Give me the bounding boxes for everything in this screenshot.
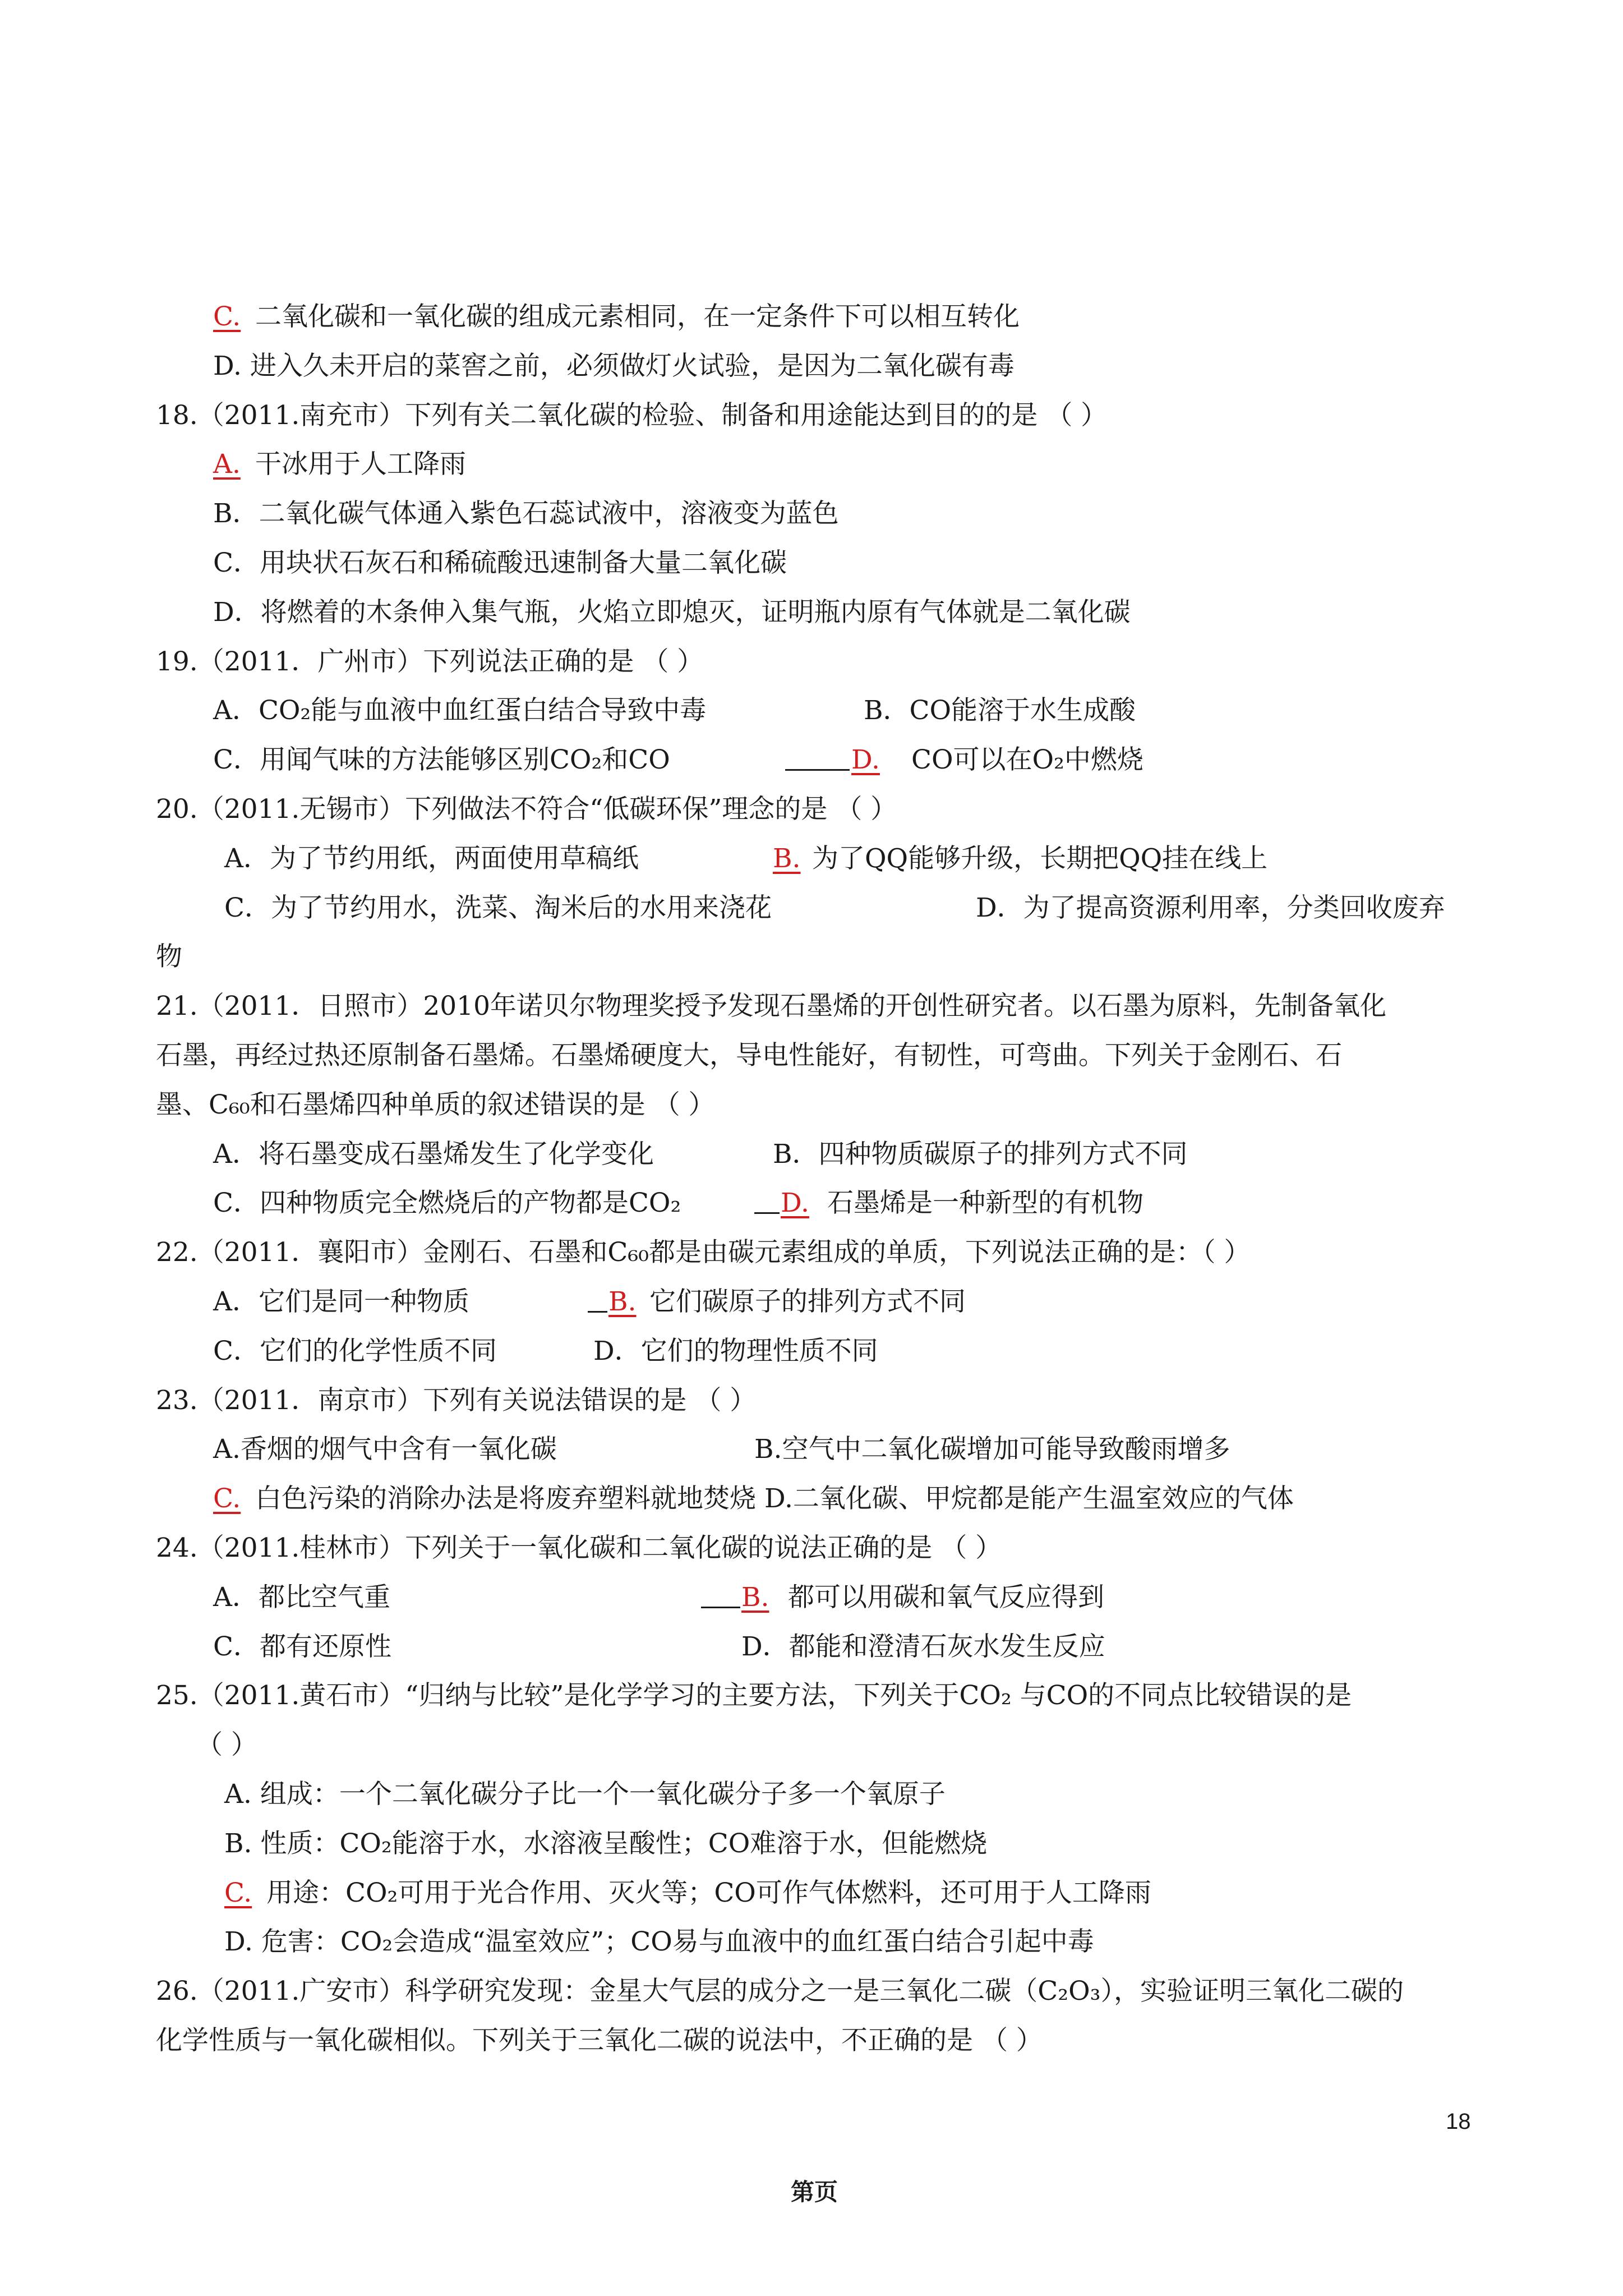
text-segment: CO可以在O₂中燃烧 xyxy=(911,744,1144,775)
text-segment: 用途：CO₂可用于光合作用、灭火等；CO可作气体燃料，还可用于人工降雨 xyxy=(266,1878,1151,1908)
text-segment: 26.（2011.广安市）科学研究发现：金星大气层的成分之一是三氧化二碳（C₂O₃），实验证明三氧化二碳的 xyxy=(156,1976,1404,2007)
text-segment: D. 进入久未开启的菜窖之前，必须做灯火试验，是因为二氧化碳有毒 xyxy=(213,351,1015,381)
marked-answer-option: C. xyxy=(224,1878,252,1908)
text-segment: 墨、C₆₀和石墨烯四种单质的叙述错误的是 （ ） xyxy=(156,1089,715,1120)
text-segment: D．它们的物理性质不同 xyxy=(593,1336,878,1366)
marked-answer-option: B. xyxy=(773,843,801,874)
marked-answer-option: B. xyxy=(608,1286,637,1317)
text-segment: A.香烟的烟气中含有一氧化碳 xyxy=(213,1434,557,1465)
marked-answer-option: A. xyxy=(213,449,241,480)
text-segment: D．将燃着的木条伸入集气瓶，火焰立即熄灭，证明瓶内原有气体就是二氧化碳 xyxy=(213,597,1131,628)
text-segment: A．为了节约用纸，两面使用草稿纸 xyxy=(224,843,639,874)
text-segment: D. 危害：CO₂会造成“温室效应”；CO易与血液中的血红蛋白结合引起中毒 xyxy=(224,1926,1094,1957)
answer-blank xyxy=(588,1285,607,1313)
text-segment: A．都比空气重 xyxy=(213,1582,390,1613)
text-segment: C．都有还原性 xyxy=(213,1631,391,1662)
text-segment: 物 xyxy=(156,941,182,972)
answer-blank xyxy=(754,1186,780,1214)
text-segment: A．它们是同一种物质 xyxy=(213,1286,469,1317)
text-segment: 19.（2011．广州市）下列说法正确的是 （ ） xyxy=(156,646,704,677)
text-segment: 23.（2011．南京市）下列有关说法错误的是 （ ） xyxy=(156,1385,757,1416)
text-segment: C．用块状石灰石和稀硫酸迅速制备大量二氧化碳 xyxy=(213,547,787,578)
text-segment: 白色污染的消除办法是将废弃塑料就地焚烧 D.二氧化碳、甲烷都是能产生温室效应的气体 xyxy=(255,1483,1294,1514)
text-segment: A．CO₂能与血液中血红蛋白结合导致中毒 xyxy=(213,695,707,726)
page-number: 18 xyxy=(1446,2109,1471,2134)
text-segment: 20.（2011.无锡市）下列做法不符合“低碳环保”理念的是 （ ） xyxy=(156,794,897,825)
text-segment: 为了QQ能够升级，长期把QQ挂在线上 xyxy=(812,843,1268,874)
marked-answer-option: C. xyxy=(213,1483,241,1514)
text-segment: 18.（2011.南充市）下列有关二氧化碳的检验、制备和用途能达到目的的是 （ ） xyxy=(156,400,1108,431)
text-segment: 都可以用碳和氧气反应得到 xyxy=(788,1582,1104,1613)
text-segment: 二氧化碳和一氧化碳的组成元素相同，在一定条件下可以相互转化 xyxy=(255,301,1020,332)
text-segment: B. 性质：CO₂能溶于水，水溶液呈酸性；CO难溶于水，但能燃烧 xyxy=(224,1828,988,1859)
text-segment: A．将石墨变成石墨烯发生了化学变化 xyxy=(213,1139,654,1170)
text-segment: 石墨，再经过热还原制备石墨烯。石墨烯硬度大，导电性能好，有韧性，可弯曲。下列关于金刚石、石 xyxy=(156,1040,1342,1071)
text-segment: C．它们的化学性质不同 xyxy=(213,1336,497,1366)
text-segment: C．用闻气味的方法能够区别CO₂和CO xyxy=(213,744,670,775)
text-segment: （ ） xyxy=(196,1729,257,1760)
marked-answer-option: D. xyxy=(851,744,880,775)
text-segment: C．四种物质完全燃烧后的产物都是CO₂ xyxy=(213,1188,681,1218)
text-segment: 石墨烯是一种新型的有机物 xyxy=(827,1188,1144,1218)
marked-answer-option: C. xyxy=(213,301,241,332)
text-segment: 25.（2011.黄石市）“归纳与比较”是化学学习的主要方法，下列关于CO₂ 与CO的不同点比较错误的是 xyxy=(156,1680,1352,1711)
answer-blank xyxy=(785,743,850,771)
text-segment: D．都能和澄清石灰水发生反应 xyxy=(741,1631,1105,1662)
page-footer: 第页 xyxy=(791,2178,838,2206)
answer-blank xyxy=(701,1581,740,1608)
text-segment: D．为了提高资源利用率，分类回收废弃 xyxy=(976,892,1445,923)
text-segment: B．CO能溶于水生成酸 xyxy=(864,695,1136,726)
text-segment: B.空气中二氧化碳增加可能导致酸雨增多 xyxy=(754,1434,1230,1465)
text-segment: A. 组成：一个二氧化碳分子比一个一氧化碳分子多一个氧原子 xyxy=(224,1779,946,1810)
text-segment: C．为了节约用水，洗菜、淘米后的水用来浇花 xyxy=(224,892,772,923)
text-segment: 24.（2011.桂林市）下列关于一氧化碳和二氧化碳的说法正确的是 （ ） xyxy=(156,1533,1002,1563)
text-segment: 干冰用于人工降雨 xyxy=(255,449,466,480)
text-segment: B．二氧化碳气体通入紫色石蕊试液中，溶液变为蓝色 xyxy=(213,498,839,529)
text-segment: 21.（2011．日照市）2010年诺贝尔物理奖授予发现石墨烯的开创性研究者。以石墨为原料，先制备氧化 xyxy=(156,991,1386,1022)
marked-answer-option: D. xyxy=(781,1188,809,1218)
text-segment: 22.（2011．襄阳市）金刚石、石墨和C₆₀都是由碳元素组成的单质，下列说法正确的是：（ ） xyxy=(156,1237,1251,1268)
text-segment: 化学性质与一氧化碳相似。下列关于三氧化二碳的说法中，不正确的是 （ ） xyxy=(156,2025,1043,2056)
text-segment: B．四种物质碳原子的排列方式不同 xyxy=(773,1139,1188,1170)
text-segment: 它们碳原子的排列方式不同 xyxy=(649,1286,966,1317)
marked-answer-option: B. xyxy=(741,1582,769,1613)
